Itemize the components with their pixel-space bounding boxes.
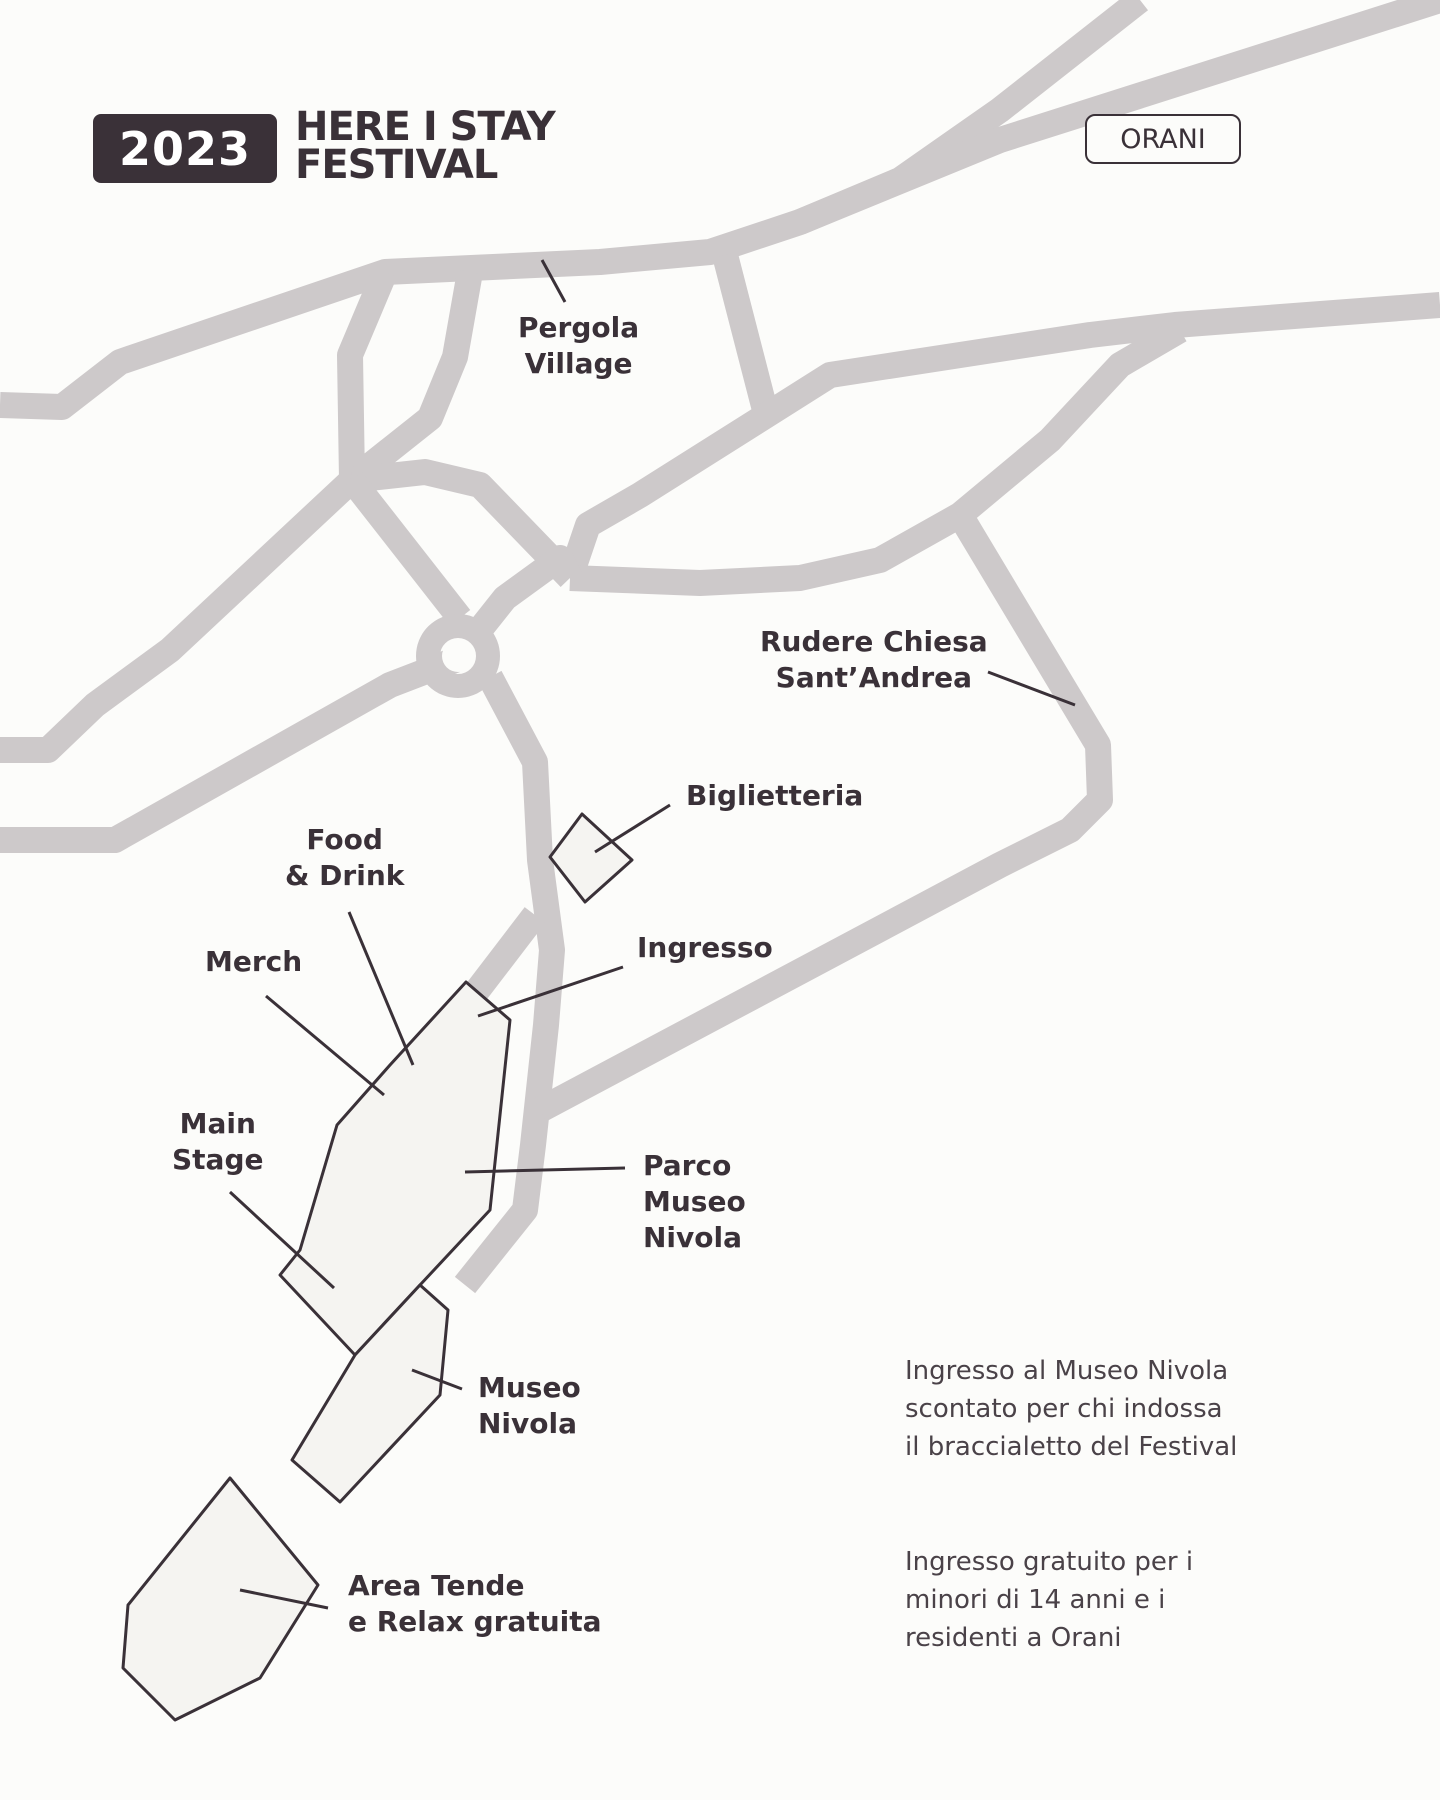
label-tende-line2: e Relax gratuita (348, 1605, 602, 1638)
label-pergola-line2: Village (524, 347, 633, 380)
label-parco-line1: Parco (643, 1149, 732, 1182)
road-diagonal-north (570, 305, 1440, 578)
road-loop-west (350, 272, 470, 480)
label-main-line2: Stage (172, 1143, 264, 1176)
road-to-ingresso (470, 915, 535, 1000)
note-discount-line1: Ingresso al Museo Nivola (905, 1356, 1229, 1386)
zone-biglietteria[interactable] (550, 814, 632, 902)
town-badge: ORANI (1085, 114, 1241, 164)
note-discount-line2: scontato per chi indossa (905, 1394, 1223, 1424)
label-food-line2: & Drink (285, 859, 405, 892)
note-free-line1: Ingresso gratuito per i (905, 1547, 1194, 1577)
label-merch[interactable]: Merch (205, 945, 303, 978)
label-pergola-line1: Pergola (518, 311, 640, 344)
festival-title-line1: HERE I STAY (295, 104, 555, 150)
label-biglietteria[interactable]: Biglietteria (686, 779, 864, 812)
road-pergola-east (725, 255, 765, 410)
note-free-line3: residenti a Orani (905, 1623, 1122, 1653)
year-badge: 2023 (93, 114, 277, 183)
label-main-line1: Main (179, 1107, 256, 1140)
roundabout-center (442, 640, 474, 672)
road-west-long (0, 480, 352, 750)
leader-food-drink (349, 912, 413, 1065)
label-museo-line2: Nivola (478, 1407, 578, 1440)
note-discount-line3: il braccialetto del Festival (905, 1432, 1238, 1462)
label-area-tende[interactable] (348, 1568, 602, 1640)
label-rudere-line1: Rudere Chiesa (760, 625, 988, 658)
festival-title-line2: FESTIVAL (295, 142, 498, 188)
label-tende-line1: Area Tende (348, 1569, 525, 1602)
label-parco-museo-nivola[interactable] (643, 1148, 746, 1256)
label-food-line1: Food (306, 823, 383, 856)
festival-title (295, 104, 555, 188)
label-parco-line2: Museo (643, 1185, 746, 1218)
label-pergola-village[interactable] (518, 310, 639, 382)
label-parco-line3: Nivola (643, 1221, 743, 1254)
label-main-stage[interactable] (172, 1106, 263, 1178)
road-northeast (800, 0, 1440, 222)
note-free-entry (905, 1543, 1193, 1657)
note-museum-discount (905, 1352, 1237, 1466)
note-free-line2: minori di 14 anni e i (905, 1585, 1166, 1615)
road-roundabout-nw (352, 480, 460, 618)
leader-biglietteria (595, 805, 670, 852)
road-roundabout-ne (478, 558, 570, 632)
label-food-drink[interactable] (285, 822, 404, 894)
road-west-lower (0, 660, 455, 840)
label-museo-nivola[interactable] (478, 1370, 581, 1442)
label-museo-line1: Museo (478, 1371, 581, 1404)
label-rudere-chiesa[interactable] (760, 624, 988, 696)
label-ingresso[interactable]: Ingresso (637, 931, 773, 964)
leader-merch (266, 996, 384, 1095)
label-rudere-line2: Sant’Andrea (775, 661, 973, 694)
